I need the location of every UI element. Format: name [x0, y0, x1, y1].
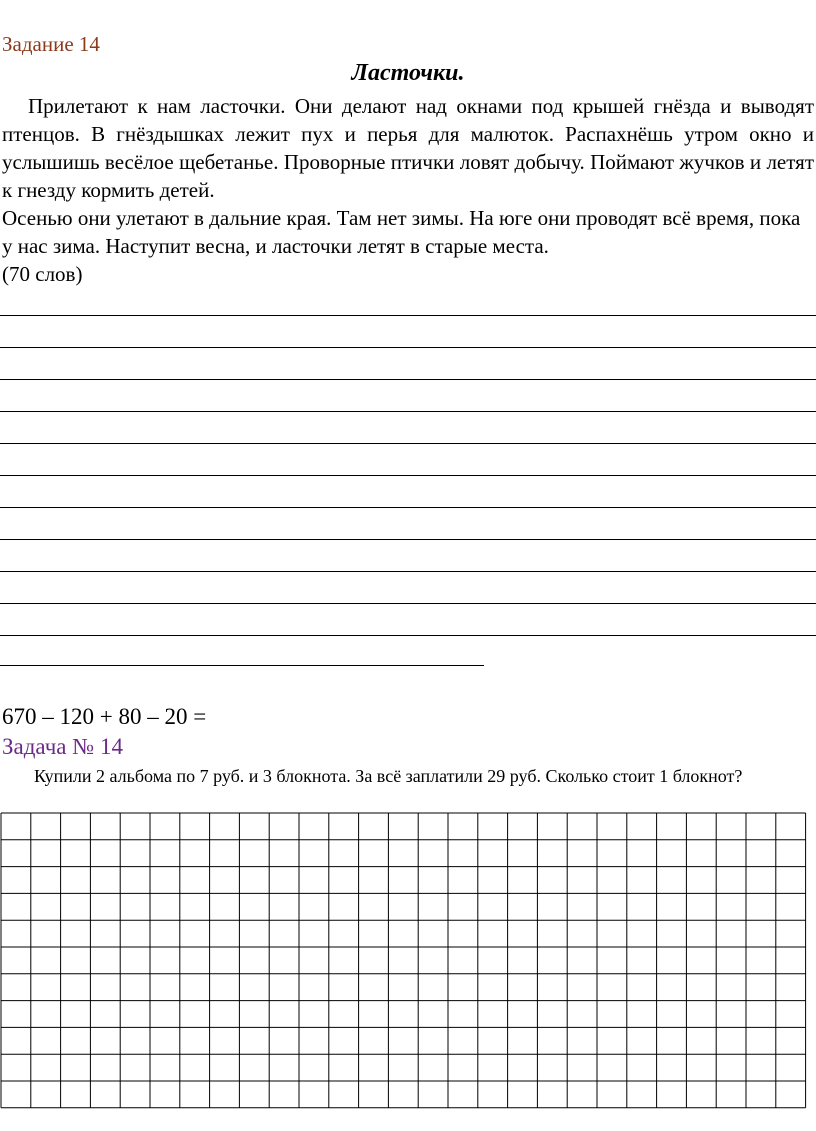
answer-grid[interactable]: [0, 812, 808, 1110]
problem-statement: Купили 2 альбома по 7 руб. и 3 блокнота. За всё заплатили 29 руб. Сколько стоит 1 блокнот?: [34, 766, 743, 786]
math-expression: 670 – 120 + 80 – 20 =: [2, 704, 207, 729]
problem-text: [2, 765, 810, 787]
problem-heading: Задача № 14: [2, 734, 123, 759]
story-title: Ласточки.: [351, 60, 465, 86]
writing-line[interactable]: [0, 347, 816, 348]
story-paragraph-2: Осенью они улетают в дальние края. Там нет зимы. На юге они проводят всё время, пока у нас зима. Наступит весна, и ласточки летят в старые места.: [2, 206, 801, 258]
writing-line[interactable]: [0, 603, 816, 604]
writing-line[interactable]: [0, 443, 816, 444]
writing-line[interactable]: [0, 411, 816, 412]
story-text: [2, 92, 814, 288]
writing-line[interactable]: [0, 475, 816, 476]
task-heading: Задание 14: [2, 32, 100, 56]
writing-line[interactable]: [0, 571, 816, 572]
story-paragraph-1: Прилетают к нам ласточки. Они делают над окнами под крышей гнёзда и выводят птенцов. В гнёздышках лежит пух и перья для малюток. Распахнёшь утром окно и услышишь весёлое щебетанье. Проворные птички ловят добычу. Поймают жучков и летят к гнезду кормить детей.: [2, 94, 814, 202]
writing-line[interactable]: [0, 315, 816, 316]
writing-line[interactable]: [0, 539, 816, 540]
writing-line[interactable]: [0, 379, 816, 380]
writing-line[interactable]: [0, 507, 816, 508]
writing-line-short[interactable]: [0, 665, 484, 666]
word-count: (70 слов): [2, 262, 83, 286]
writing-line[interactable]: [0, 635, 816, 636]
